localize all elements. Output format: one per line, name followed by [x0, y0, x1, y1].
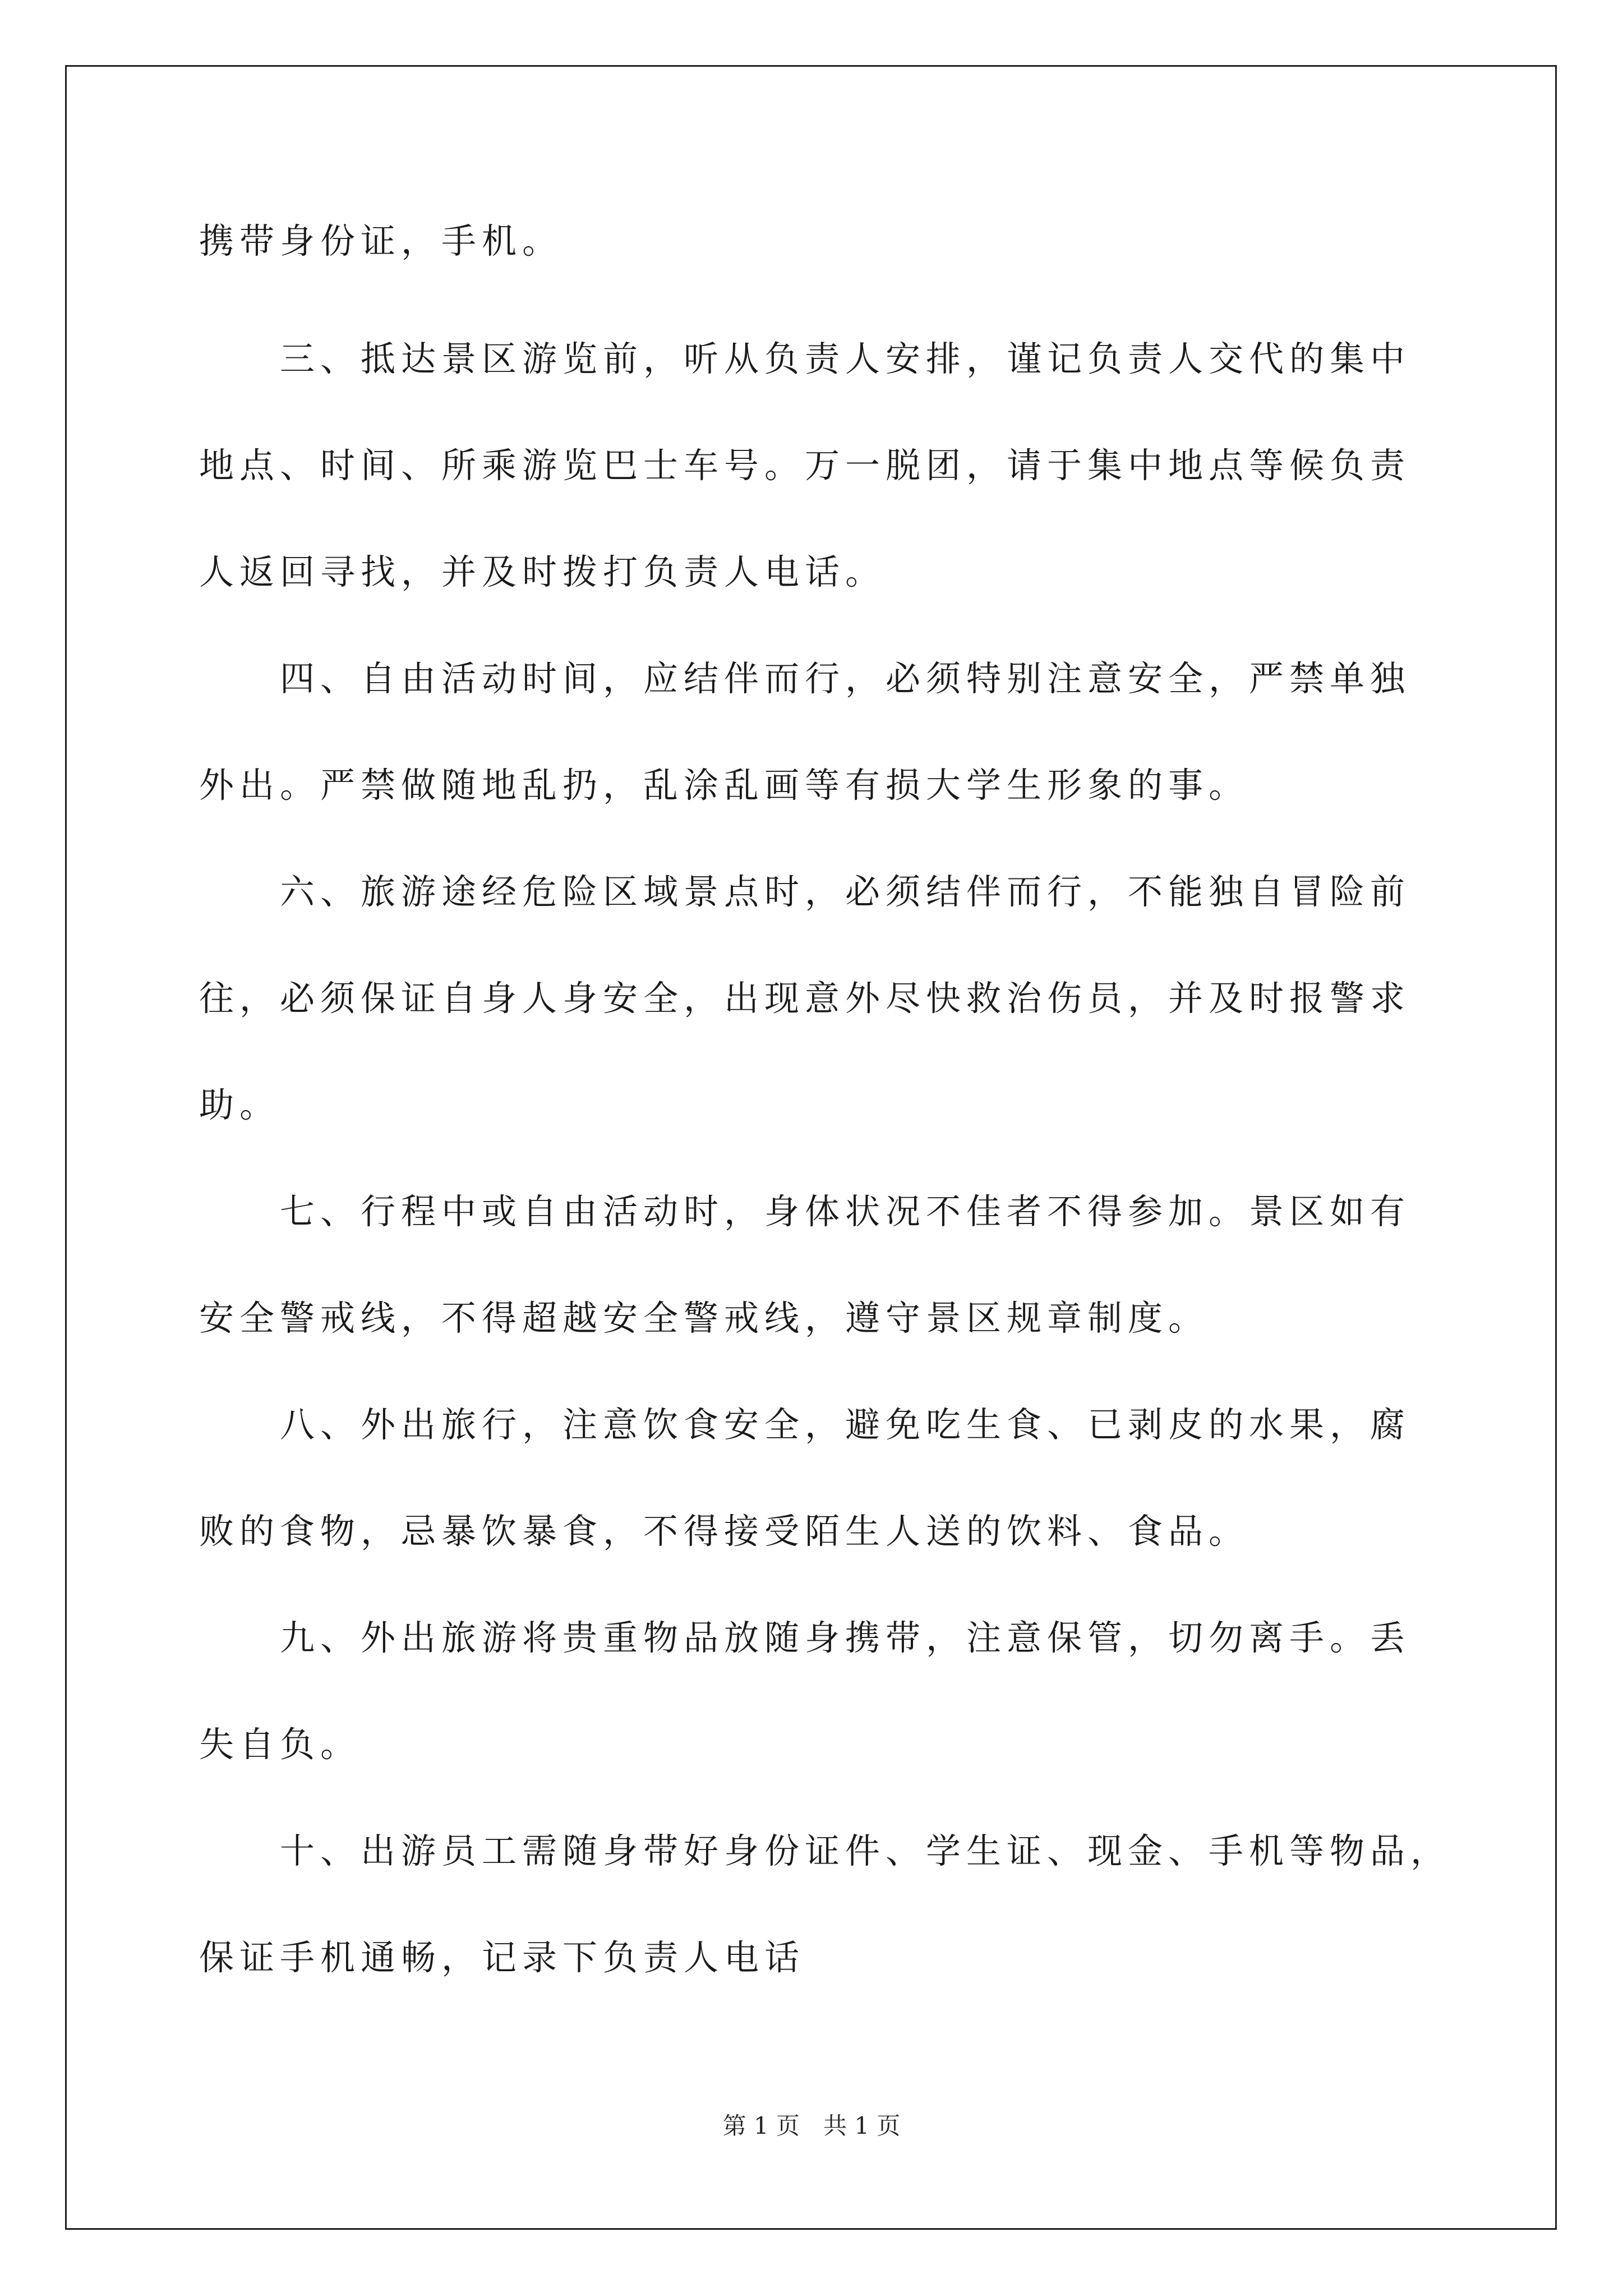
text-line: 七、行程中或自由活动时，身体状况不佳者不得参加。景区如有: [199, 1191, 1411, 1232]
text-line: 外出。严禁做随地乱扔，乱涂乱画等有损大学生形象的事。: [199, 765, 1249, 806]
page-border: [65, 65, 1557, 2230]
text-line: 九、外出旅游将贵重物品放随身携带，注意保管，切勿离手。丢: [199, 1617, 1411, 1658]
text-line: 四、自由活动时间，应结伴而行，必须特别注意安全，严禁单独: [199, 658, 1411, 699]
text-line: 地点、时间、所乘游览巴士车号。万一脱团，请于集中地点等候负责: [199, 445, 1411, 486]
text-line: 携带身份证，手机。: [199, 220, 563, 261]
text-line: 人返回寻找，并及时拨打负责人电话。: [199, 551, 886, 592]
text-line: 保证手机通畅，记录下负责人电话: [199, 1937, 805, 1978]
text-line: 六、旅游途经危险区域景点时，必须结伴而行，不能独自冒险前: [199, 871, 1411, 912]
text-line: 失自负。: [199, 1724, 361, 1765]
text-line: 三、抵达景区游览前，听从负责人安排，谨记负责人交代的集中: [199, 338, 1411, 379]
text-line: 八、外出旅行，注意饮食安全，避免吃生食、已剥皮的水果，腐: [199, 1404, 1411, 1445]
text-line: 败的食物，忌暴饮暴食，不得接受陌生人送的饮料、食品。: [199, 1511, 1249, 1552]
page-number-footer: 第 1 页 共 1 页: [722, 2112, 901, 2139]
text-line: 往，必须保证自身人身安全，出现意外尽快救治伤员，并及时报警求: [199, 978, 1411, 1019]
text-line: 助。: [199, 1084, 280, 1125]
text-line: 十、出游员工需随身带好身份证件、学生证、现金、手机等物品，: [199, 1830, 1451, 1871]
text-line: 安全警戒线，不得超越安全警戒线，遵守景区规章制度。: [199, 1297, 1209, 1338]
